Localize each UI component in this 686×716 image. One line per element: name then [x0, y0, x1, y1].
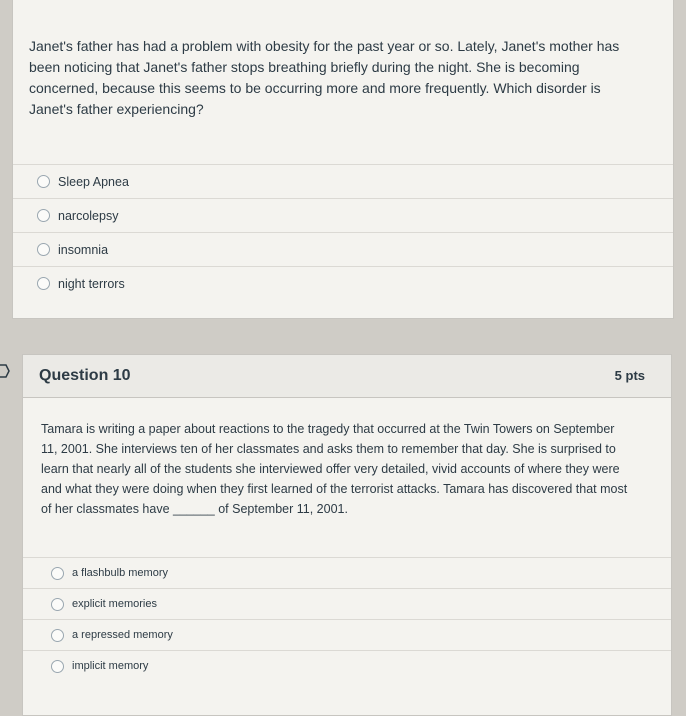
question-10-text	[41, 419, 631, 519]
question-text-part1: Tamara is writing a paper about reactions to the tragedy that occurred at the Twin Towers on September 11, 2001. She interviews ten of her classmates and asks them to remember that day. She is surprised to learn that nearly all of the students she interviewed offer very detailed, vivid accounts of where they were and what they were doing when they first learned of the terrorist attacks. Tamara has discovered that most of her classmates have	[41, 422, 628, 516]
question-points: 5 pts	[614, 368, 645, 383]
radio-button[interactable]	[37, 243, 50, 256]
answer-option[interactable]	[13, 266, 673, 300]
radio-button[interactable]	[51, 598, 64, 611]
radio-button[interactable]	[37, 175, 50, 188]
answer-option[interactable]	[23, 588, 671, 619]
answer-label: a flashbulb memory	[72, 567, 168, 579]
question-title: Question 10	[39, 367, 131, 384]
answer-option[interactable]	[23, 619, 671, 650]
answer-label: insomnia	[58, 242, 109, 257]
radio-button[interactable]	[37, 277, 50, 290]
answer-option[interactable]	[23, 557, 671, 588]
answer-option[interactable]	[13, 164, 673, 198]
answer-label: night terrors	[58, 276, 125, 291]
answer-label: Sleep Apnea	[58, 174, 129, 189]
question-10-answers	[23, 557, 671, 681]
question-text-part2: of September 11, 2001.	[218, 502, 348, 516]
answer-label: a repressed memory	[72, 629, 173, 641]
answer-label: narcolepsy	[58, 208, 119, 223]
question-9-card	[12, 0, 674, 319]
answer-option[interactable]	[23, 650, 671, 681]
question-10-card	[22, 354, 672, 716]
answer-option[interactable]	[13, 232, 673, 266]
question-9-text: Janet's father has had a problem with obesity for the past year or so. Lately, Janet's mother has been noticing that Janet's father stops breathing briefly during the night. She is becoming concerned, because this seems to be occurring more and more frequently. Which disorder is Janet's father experiencing?	[29, 38, 620, 117]
radio-button[interactable]	[37, 209, 50, 222]
radio-button[interactable]	[51, 660, 64, 673]
answer-label: explicit memories	[72, 598, 157, 610]
answer-label: implicit memory	[72, 660, 149, 672]
fill-in-blank: ______	[173, 502, 215, 516]
bookmark-flag-icon[interactable]	[0, 364, 10, 378]
question-9-answers	[13, 164, 673, 300]
answer-option[interactable]	[13, 198, 673, 232]
radio-button[interactable]	[51, 567, 64, 580]
question-header	[23, 355, 671, 398]
radio-button[interactable]	[51, 629, 64, 642]
